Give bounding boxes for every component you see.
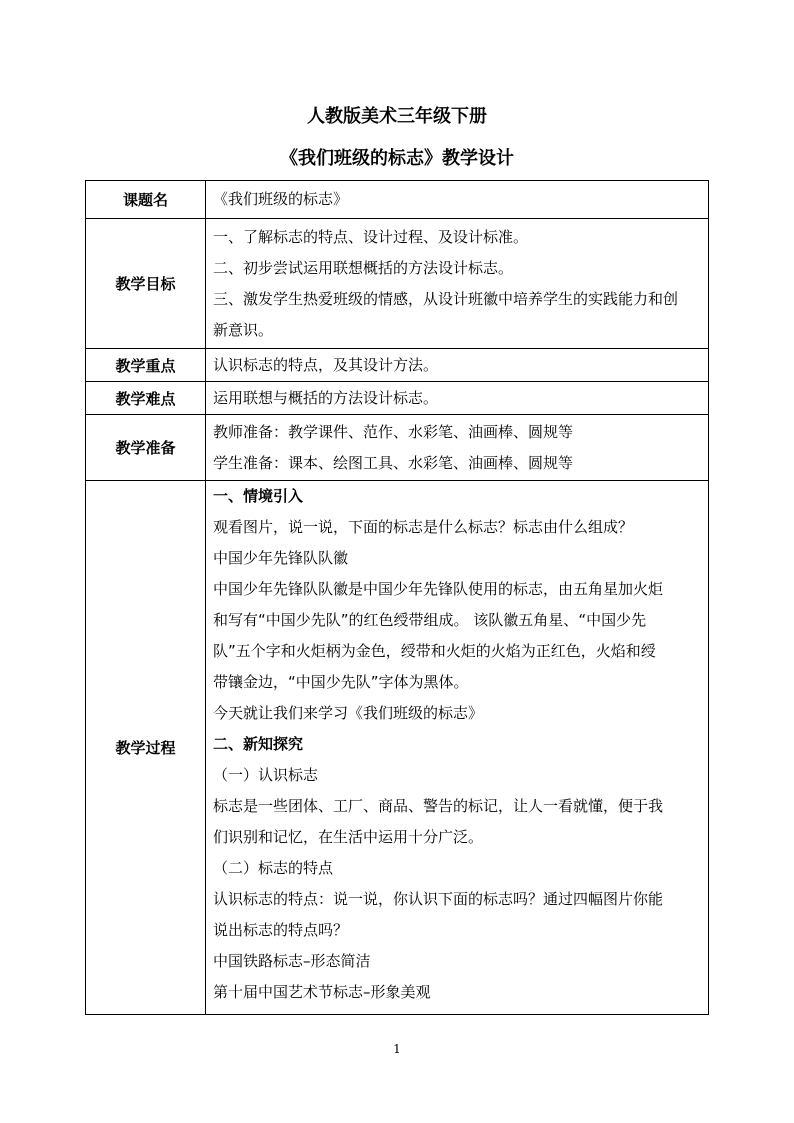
lesson-plan-table <box>85 180 709 1015</box>
row-label-key-points: 教学重点 <box>86 349 206 382</box>
content-line: 今天就让我们来学习《我们班级的标志》 <box>213 704 484 722</box>
content-line: 三、激发学生热爱班级的情感，从设计班徽中培养学生的实践能力和创 <box>213 289 679 308</box>
table-row <box>86 219 709 349</box>
row-content-preparation <box>206 415 709 481</box>
content-line: 认识标志的特点：说一说，你认识下面的标志吗？通过四幅图片你能 <box>213 890 664 908</box>
row-label-objectives: 教学目标 <box>86 219 206 349</box>
row-content-process <box>206 481 709 1015</box>
table-row <box>86 415 709 481</box>
content-line: （二）标志的特点 <box>213 859 334 877</box>
document-subtitle: 《我们班级的标志》教学设计 <box>280 148 514 169</box>
content-line: 带镶金边，“中国少先队”字体为黑体。 <box>213 673 469 691</box>
table-row <box>86 481 709 1015</box>
table-row <box>86 349 709 382</box>
content-line: 和写有“中国少先队”的红色绶带组成。 该队徽五角星、“中国少先 <box>213 611 647 629</box>
row-content-objectives <box>206 219 709 349</box>
row-content-difficulties <box>206 382 709 415</box>
content-line: 队”五个字和火炬柄为金色，绶带和火炬的火焰为正红色，火焰和绶 <box>213 642 656 660</box>
content-line: 认识标志的特点，及其设计方法。 <box>213 355 439 374</box>
page-number: 1 <box>393 1042 401 1056</box>
content-line: 中国铁路标志–形态简洁 <box>213 952 371 970</box>
content-line: （一）认识标志 <box>213 766 319 784</box>
row-content-topic <box>206 181 709 219</box>
content-line: 们识别和记忆，在生活中运用十分广泛。 <box>213 828 484 846</box>
row-label-preparation: 教学准备 <box>86 415 206 481</box>
content-line: 新意识。 <box>213 320 274 339</box>
document-title: 人教版美术三年级下册 <box>307 106 487 127</box>
content-line: 教师准备：教学课件、范作、水彩笔、油画棒、圆规等 <box>213 422 574 441</box>
row-label-topic: 课题名 <box>86 181 206 219</box>
content-line: 观看图片，说一说，下面的标志是什么标志？标志由什么组成？ <box>213 518 634 536</box>
row-label-process: 教学过程 <box>86 481 206 1015</box>
content-line: 二、初步尝试运用联想概括的方法设计标志。 <box>213 258 514 277</box>
content-line: 运用联想与概括的方法设计标志。 <box>213 388 439 407</box>
row-label-difficulties: 教学难点 <box>86 382 206 415</box>
section-heading: 一、情境引入 <box>213 487 304 505</box>
table-row <box>86 181 709 219</box>
content-line: 中国少年先锋队队徽是中国少年先锋队使用的标志，由五角星加火炬 <box>213 580 664 598</box>
content-line: 学生准备：课本、绘图工具、水彩笔、油画棒、圆规等 <box>213 453 574 472</box>
section-heading: 二、新知探究 <box>213 735 304 753</box>
table-row <box>86 382 709 415</box>
content-line: 标志是一些团体、工厂、商品、警告的标记，让人一看就懂，便于我 <box>213 797 664 815</box>
content-line: 中国少年先锋队队徽 <box>213 549 349 567</box>
content-line: 《我们班级的标志》 <box>213 190 349 208</box>
content-line: 一、了解标志的特点、设计过程、及设计标准。 <box>213 227 529 246</box>
row-content-key-points <box>206 349 709 382</box>
content-line: 第十届中国艺术节标志–形象美观 <box>213 983 431 1001</box>
content-line: 说出标志的特点吗？ <box>213 921 349 939</box>
